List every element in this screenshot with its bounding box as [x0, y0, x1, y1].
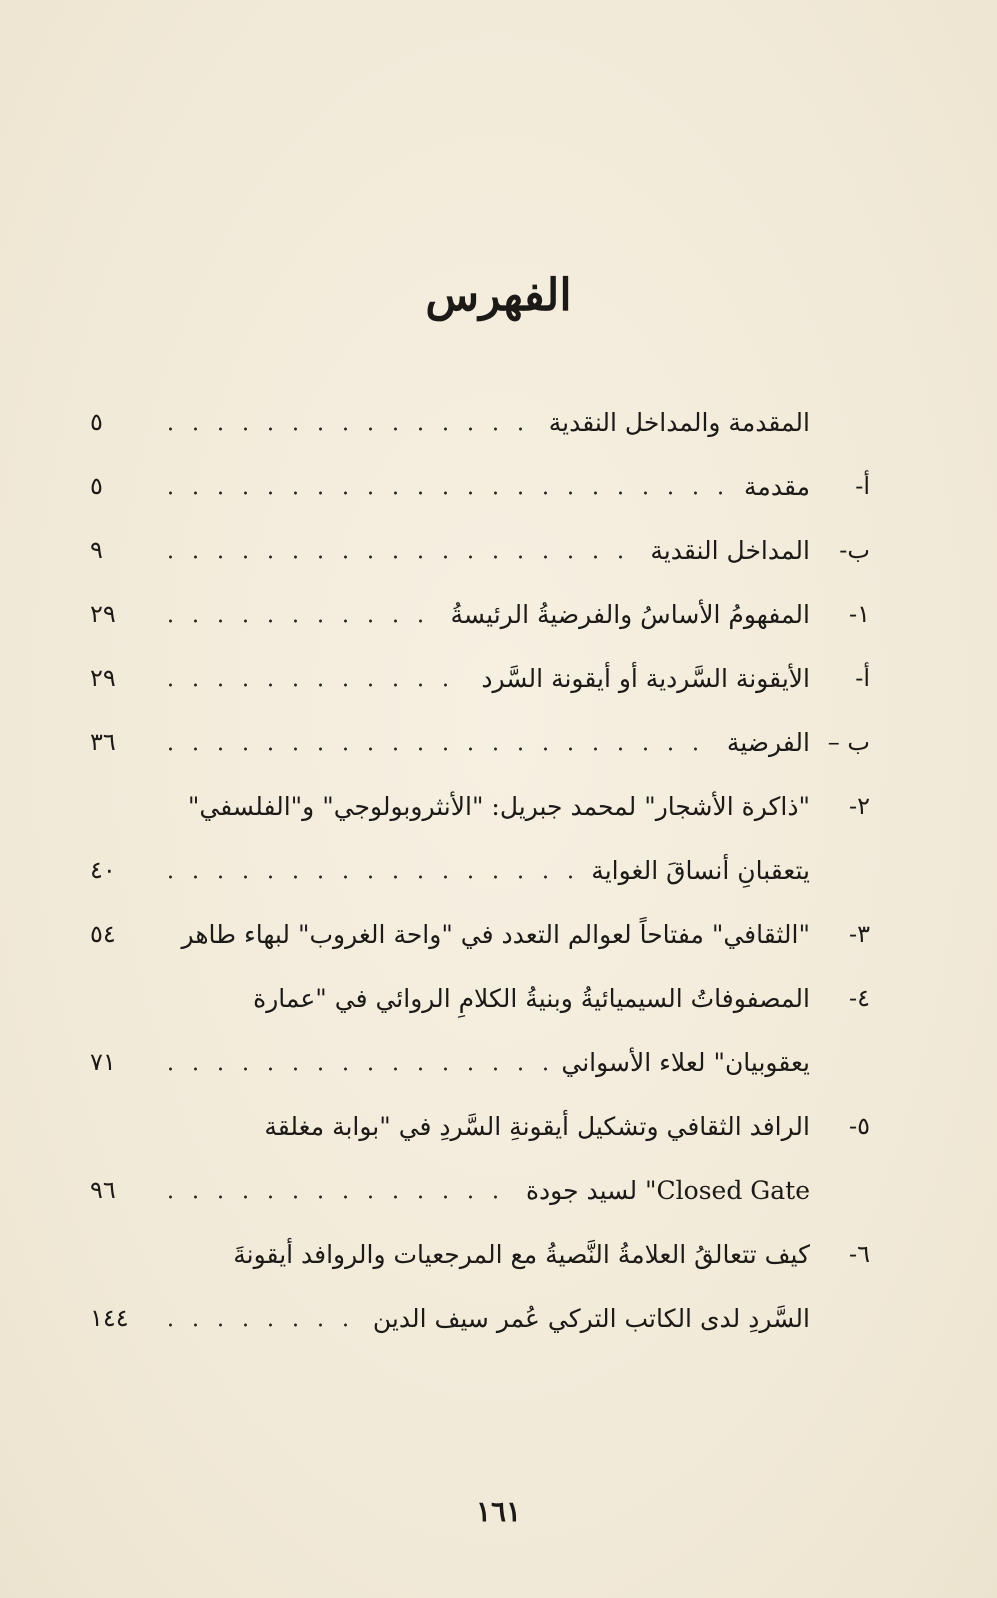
entry-number: ب –	[827, 728, 870, 756]
toc-entry	[90, 774, 870, 838]
entry-number: ب-	[839, 536, 870, 564]
entry-title: الفرضية	[726, 727, 810, 757]
dot-leader	[158, 555, 636, 559]
toc-entry	[90, 1094, 870, 1158]
entry-page: ٤٠	[90, 856, 116, 884]
table-of-contents	[90, 390, 870, 1350]
page-title: الفهرس	[425, 270, 572, 321]
toc-entry	[90, 518, 870, 582]
toc-entry	[90, 710, 870, 774]
dot-leader	[158, 747, 713, 751]
entry-title: الأيقونة السَّردية أو أيقونة السَّرد	[481, 663, 810, 693]
entry-page: ٥	[90, 472, 103, 500]
entry-title: يعقوبيان" لعلاء الأسواني	[561, 1047, 810, 1077]
entry-page: ٩٦	[90, 1176, 116, 1204]
entry-title: "ذاكرة الأشجار" لمحمد جبريل: "الأنثروبولوجي" و"الفلسفي"	[187, 791, 810, 821]
entry-number: ٣-	[849, 920, 870, 948]
entry-title: المداخل النقدية	[650, 535, 810, 565]
dot-leader	[158, 1195, 512, 1199]
entry-title: يتعقبانِ أنساقَ الغواية	[591, 855, 810, 885]
entry-number: ٢-	[849, 792, 870, 820]
page-number: ١٦١	[475, 1495, 522, 1528]
toc-entry-continuation	[90, 1286, 870, 1350]
entry-number: أ-	[855, 472, 870, 500]
toc-entry-continuation	[90, 1158, 870, 1222]
entry-page: ٧١	[90, 1048, 116, 1076]
entry-title: المقدمة والمداخل النقدية	[548, 407, 810, 437]
entry-number: ٥-	[849, 1112, 870, 1140]
entry-number: أ-	[855, 664, 870, 692]
dot-leader	[158, 875, 577, 879]
entry-page: ١٤٤	[90, 1304, 129, 1332]
toc-entry	[90, 966, 870, 1030]
toc-entry	[90, 646, 870, 710]
dot-leader	[158, 1067, 547, 1071]
toc-entry	[90, 390, 870, 454]
dot-leader	[158, 1323, 359, 1327]
dot-leader	[158, 683, 467, 687]
dot-leader	[158, 619, 436, 623]
toc-entry-continuation	[90, 1030, 870, 1094]
entry-number: ٤-	[849, 984, 870, 1012]
entry-page: ٢٩	[90, 600, 116, 628]
toc-entry	[90, 454, 870, 518]
entry-title: السَّردِ لدى الكاتب التركي عُمر سيف الدين	[372, 1303, 810, 1333]
entry-page: ٣٦	[90, 728, 116, 756]
entry-title: كيف تتعالقُ العلامةُ النَّصيةُ مع المرجعيات والروافد أيقونةَ	[233, 1239, 810, 1269]
entry-title: المفهومُ الأساسُ والفرضيةُ الرئيسةُ	[450, 599, 810, 629]
toc-entry	[90, 1222, 870, 1286]
entry-page: ٢٩	[90, 664, 116, 692]
entry-title: مقدمة	[744, 471, 810, 501]
dot-leader	[158, 491, 730, 495]
entry-page: ٥	[90, 408, 103, 436]
entry-number: ٦-	[849, 1240, 870, 1268]
entry-title: المصفوفاتُ السيميائيةُ وبنيةُ الكلامِ الروائي في "عمارة	[253, 983, 810, 1013]
entry-page: ٩	[90, 536, 103, 564]
entry-title: الرافد الثقافي وتشكيل أيقونةِ السَّردِ في "بوابة مغلقة	[264, 1111, 810, 1141]
entry-title: Closed Gate" لسيد جودة	[525, 1175, 810, 1205]
entry-title: "الثقافي" مفتاحاً لعوالم التعدد في "واحة الغروب" لبهاء طاهر	[181, 919, 810, 949]
dot-leader	[158, 427, 535, 431]
entry-number: ١-	[849, 600, 870, 628]
entry-page: ٥٤	[90, 920, 116, 948]
toc-entry	[90, 582, 870, 646]
toc-entry	[90, 902, 870, 966]
toc-entry-continuation	[90, 838, 870, 902]
